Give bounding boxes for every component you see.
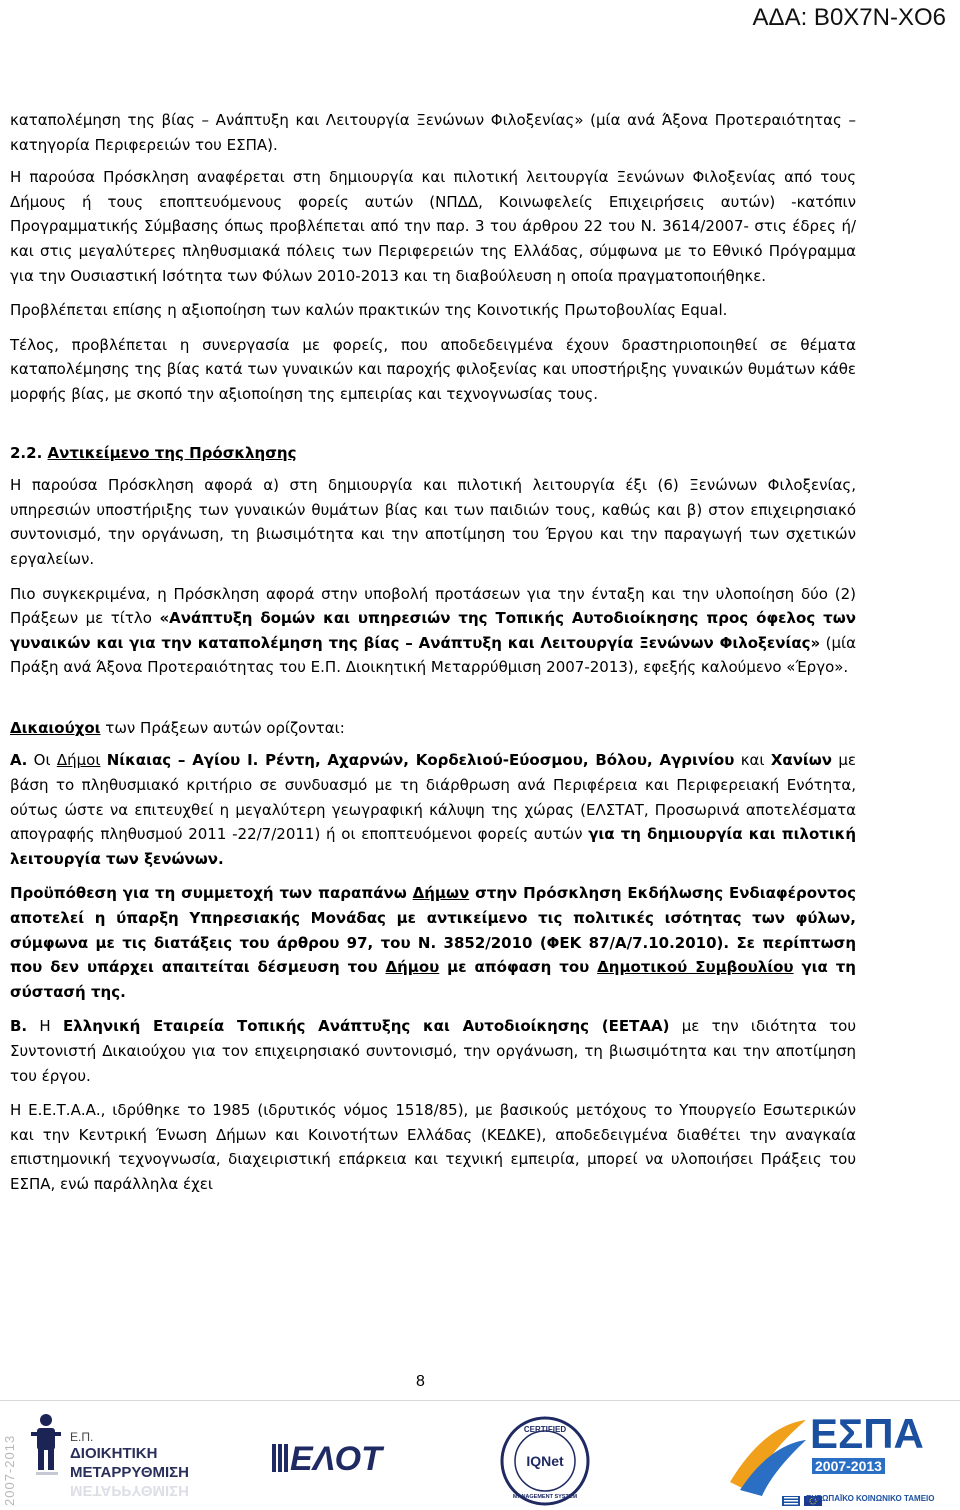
p6-title-bold: «Ανάπτυξη δομών και υπηρεσιών της Τοπικής Αυτοδιοίκησης προς όφελος των γυναικών και για την καταπολέμηση της βίας – Ανάπτυξη και Λειτουργία Ξενώνων Φιλοξενίας»: [10, 609, 856, 652]
elot-mark-icon: [270, 1440, 290, 1476]
beneficiaries-text: των Πράξεων αυτών ορίζονται:: [100, 718, 345, 737]
paragraph-eetaa: Η Ε.Ε.Τ.Α.Α., ιδρύθηκε το 1985 (ιδρυτικός νόμος 1518/85), με βασικούς μετόχους το Υπουργείο Εσωτερικών και την Κεντρική Ένωση Δήμων και Κοινοτήτων Ελλάδας (ΚΕΔΚΕ), αποδεδειγμένα διαθέτει την αναγκαία επιστημονική τεχνογνωσία, διαχειριστική επάρκεια και τεχνική εμπειρία, μπορεί να υλοποιήσει Πράξεις του ΕΣΠΑ, ενώ παράλληλα έχει: [10, 1101, 856, 1193]
ada-code: ΑΔΑ: Β0Χ7Ν-ΧΟ6: [752, 4, 946, 31]
p8-purpose-bold: για τη δημιουργία και πιλοτική λειτουργία των ξενώνων.: [10, 825, 857, 868]
p6-text-c: (μία Πράξη ανά Άξονα Προτεραιότητας του Ε.Π. Διοικητική Μεταρρύθμιση 2007-2013), εφεξής καλούμενο «Έργο».: [10, 633, 856, 677]
p9-b: Δήμων: [412, 884, 470, 903]
p8-dimoi: Δήμοι: [56, 751, 101, 770]
section-number: 2.2.: [10, 443, 43, 462]
beneficiaries-label: Δικαιούχοι: [10, 718, 101, 737]
paragraph-1: καταπολέμηση της βίας – Ανάπτυξη και Λειτουργία Ξενώνων Φιλοξενίας» (μία ανά Άξονα Προτεραιότητας – κατηγορία Περιφερειών του ΕΣΠΑ).: [10, 111, 856, 154]
p9-d: Σε περίπτωση που δεν υπάρχει απαιτείται δέσμευση του: [10, 933, 857, 977]
p8-text-8: με βάση το πληθυσμιακό κριτήριο σε συνδυασμό με τη διάρθρωση ανά Περιφέρεια και Περιφερειακή Ενότητα, ούτως ώστε να επιτευχθεί η μεγαλύτερη γεωγραφική κάλυψη της χώρας (ΕΛΣΤΑΤ, Προσωρινά αποτελέσματα απογραφής πληθυσμού 2011 -22/7/2011) ή οι εποπτευόμενοι φορείς αυτών: [10, 751, 856, 844]
section-title: Αντικείμενο της Πρόσκλησης: [47, 443, 297, 462]
item-a-marker: Α.: [10, 751, 28, 770]
paragraph-4: Τέλος, προβλέπεται η συνεργασία με φορείς, που αποδεδειγμένα έχουν δραστηριοποιηθεί σε θέματα καταπολέμησης της βίας κατά των γυναικών και παροχής φιλοξενίας και υποστήριξης γυναικών θυμάτων κάθε μορφής βίας, με σκοπό την αξιοποίηση της εμπειρίας και τεχνογνωσίας τους.: [10, 335, 856, 403]
p9-c: στην Πρόσκληση Εκδήλωσης Ενδιαφέροντος αποτελεί η ύπαρξη Υπηρεσιακής Μονάδας με αντικείμενο τις πολιτικές ισότητας των φύλων, σύμφωνα με τις διατάξεις του άρθρου 97, του Ν. 3852/2010 (ΦΕΚ 87/Α/7.10.2010).: [10, 884, 856, 952]
footer-divider: [0, 1400, 960, 1401]
cert-bottom-text: MANAGEMENT SYSTEM: [512, 1494, 578, 1500]
p9-f: με απόφαση του: [439, 958, 598, 977]
cert-top-text: CERTIFIED: [523, 1425, 567, 1434]
p10-text-4: με την ιδιότητα του Συντονιστή Δικαιούχου για τον επιχειρησιακό συντονισμό, την οργάνωση, τη βιωσιμότητα και την αποτίμηση του έργου.: [10, 1017, 856, 1085]
p9-a: Προϋπόθεση για τη συμμετοχή των παραπάνω: [10, 884, 413, 903]
paragraph-6: [10, 582, 856, 680]
p8-municipalities: Νίκαιας – Αγίου Ι. Ρέντη, Αχαρνών, Κορδελιού-Εύοσμου, Βόλου, Αγρινίου: [106, 751, 735, 770]
espa-fund-label: ΕΥΡΩΠΑΪΚΟ ΚΟΙΝΩΝΙΚΟ ΤΑΜΕΙΟ: [806, 1494, 935, 1503]
paragraph-5: Η παρούσα Πρόσκληση αφορά α) στη δημιουργία και πιλοτική λειτουργία έξι (6) Ξενώνων Φιλοξενίας, υπηρεσιών υποστήριξης των γυναικών θυμάτων βίας και των παιδιών τους, καθώς και β) στον επιχειρησιακό συντονισμό, την οργάνωση, τη βιωσιμότητα και την αποτίμηση του Έργου και την παραγωγή των σχετικών εργαλείων.: [10, 476, 856, 568]
paragraph-b: [10, 1014, 856, 1088]
section-heading: [10, 441, 856, 466]
espa-years: 2007-2013: [812, 1458, 885, 1474]
iqnet-text: IQNet: [526, 1453, 564, 1469]
paragraph-a: [10, 748, 856, 871]
ep-title-line1: ΔΙΟΙΚΗΤΙΚΗ: [70, 1445, 158, 1462]
document-body: [10, 108, 856, 1197]
page-number: 8: [416, 1373, 425, 1390]
ep-abbrev: Ε.Π.: [70, 1430, 94, 1444]
p10-eetaa: Ελληνική Εταιρεία Τοπικής Ανάπτυξης και Αυτοδιοίκησης (ΕΕΤΑΑ): [62, 1017, 670, 1036]
p8-and: και: [734, 751, 771, 770]
paragraph-precondition: [10, 881, 856, 1004]
ep-title-reflection: ΜΕΤΑΡΡΥΘΜΙΣΗ: [70, 1482, 189, 1499]
elot-logo: ΕΛΟΤ: [290, 1440, 382, 1478]
espa-wordmark: ΕΣΠΑ: [810, 1410, 924, 1457]
p9-g: Δημοτικού Συμβουλίου: [597, 958, 794, 977]
paragraph-beneficiaries: [10, 716, 856, 741]
p8-chania: Χανίων: [770, 751, 833, 770]
p10-text-2: Η: [27, 1017, 63, 1036]
p8-text-2: Οι: [27, 751, 57, 770]
p6-text-a: Πιο συγκεκριμένα, η Πρόσκληση αφορά στην υποβολή προτάσεων για την ένταξη και την υλοποίηση δύο (2) Πράξεων με τίτλο: [10, 584, 856, 628]
iqnet-certification-icon: [500, 1416, 590, 1506]
item-b-marker: Β.: [10, 1017, 28, 1036]
p9-e: Δήμου: [385, 958, 440, 977]
paragraph-2: Η παρούσα Πρόσκληση αναφέρεται στη δημιουργία και πιλοτική λειτουργία Ξενώνων Φιλοξενίας από τους Δήμους ή τους εποπτευόμενους φορείς αυτών (ΝΠΔΔ, Κοινωφελείς Επιχειρήσεις αυτών) -κατόπιν Προγραμματικής Σύμβασης όπως προβλέπεται από την παρ. 3 του άρθρου 22 του Ν. 3614/2007- στις έδρες ή/και στις μεγαλύτερες πληθυσμιακά πόλεις των Περιφερειών της Ελλάδας, σύμφωνα με το Εθνικό Πρόγραμμα για την Ουσιαστική Ισότητα των Φύλων 2010-2013 και τη διαβούλευση η οποία πραγματοποιήθηκε.: [10, 168, 856, 285]
p9-h: για τη σύστασή της.: [10, 958, 856, 1001]
ep-years-vertical: 2007-2013: [2, 1434, 17, 1506]
paragraph-3: Προβλέπεται επίσης η αξιοποίηση των καλών πρακτικών της Κοινοτικής Πρωτοβουλίας Equal.: [10, 301, 728, 320]
ep-title-line2: ΜΕΤΑΡΡΥΘΜΙΣΗ: [70, 1464, 189, 1481]
